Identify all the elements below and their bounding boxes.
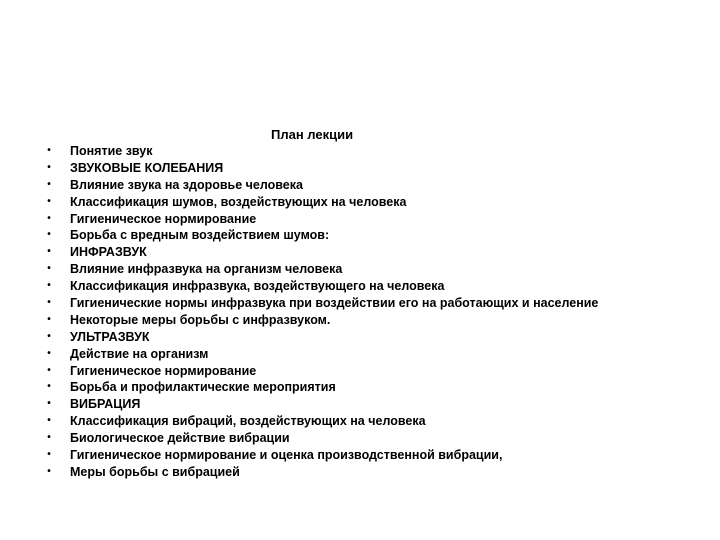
bullet-icon: • xyxy=(47,212,51,224)
bullet-icon: • xyxy=(47,178,51,190)
list-item-text: Действие на организм xyxy=(70,346,209,361)
bullet-icon: • xyxy=(47,195,51,207)
bullet-icon: • xyxy=(47,347,51,359)
list-item-text: Меры борьбы с вибрацией xyxy=(70,464,240,479)
list-item-text: Классификация шумов, воздействующих на человека xyxy=(70,194,407,209)
bullet-icon: • xyxy=(47,229,51,241)
bullet-icon: • xyxy=(47,246,51,258)
bullet-icon: • xyxy=(47,465,51,477)
list-item-text: Классификация вибраций, воздействующих на человека xyxy=(70,414,426,429)
list-item-text: ЗВУКОВЫЕ КОЛЕБАНИЯ xyxy=(70,160,224,175)
bullet-icon: • xyxy=(47,161,51,173)
list-item-text: Некоторые меры борьбы с инфразвуком. xyxy=(70,312,331,327)
bullet-icon: • xyxy=(47,398,51,410)
list-item-text: УЛЬТРАЗВУК xyxy=(70,329,150,344)
bullet-icon: • xyxy=(47,364,51,376)
slide-title: План лекции xyxy=(271,127,354,142)
list-item-text: ИНФРАЗВУК xyxy=(70,245,147,260)
list-item-text: Гигиеническое нормирование xyxy=(70,363,257,378)
bullet-icon: • xyxy=(47,145,51,156)
list-item-text: Понятие звук xyxy=(70,144,153,158)
list-item-text: Гигиеническое нормирование и оценка производственной вибрации, xyxy=(70,448,503,463)
bullet-icon: • xyxy=(47,313,51,325)
bullet-icon: • xyxy=(47,449,51,461)
list-item-text: Классификация инфразвука, воздействующего на человека xyxy=(70,279,445,294)
list-item-text: Гигиеническое нормирование xyxy=(70,211,257,226)
list-item-text: Борьба с вредным воздействием шумов: xyxy=(70,228,330,243)
list-item-text: Борьба и профилактические мероприятия xyxy=(70,380,336,395)
bullet-icon: • xyxy=(47,263,51,275)
bullet-icon: • xyxy=(47,381,51,393)
bullet-icon: • xyxy=(47,330,51,342)
list-item-text: Влияние звука на здоровье человека xyxy=(70,177,303,192)
bullet-icon: • xyxy=(47,432,51,444)
list-item-text: Биологическое действие вибрации xyxy=(70,431,290,446)
list-item-text: Гигиенические нормы инфразвука при воздействии его на работающих и население xyxy=(70,296,599,311)
list-item-text: ВИБРАЦИЯ xyxy=(70,397,141,412)
bullet-icon: • xyxy=(47,280,51,292)
list-item-text: Влияние инфразвука на организм человека xyxy=(70,262,343,277)
bullet-icon: • xyxy=(47,415,51,427)
bullet-icon: • xyxy=(47,297,51,309)
